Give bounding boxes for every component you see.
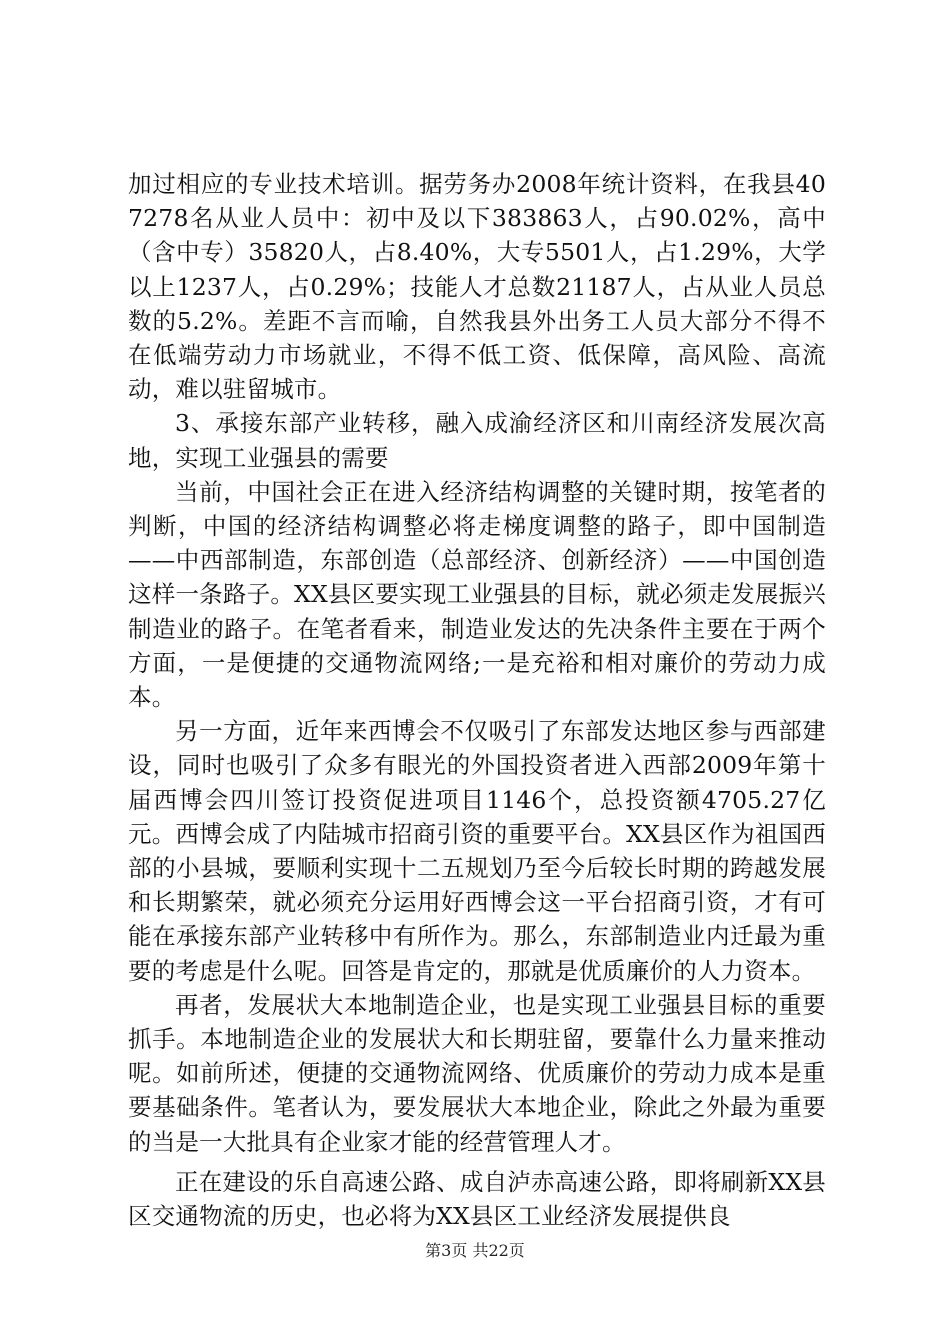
- body-text: [128, 167, 826, 1233]
- paragraph-western-expo: 另一方面，近年来西博会不仅吸引了东部发达地区参与西部建设，同时也吸引了众多有眼光的外国投资者进入西部2009年第十届西博会四川签订投资促进项目1146个，总投资额4705.27亿元。西博会成了内陆城市招商引资的重要平台。XX县区作为祖国西部的小县城，要顺利实现十二五规划乃至今后较长时期的跨越发展和长期繁荣，就必须充分运用好西博会这一平台招商引资，才有可能在承接东部产业转移中有所作为。那么，东部制造业内迁最为重要的考虑是什么呢。回答是肯定的，那就是优质廉价的人力资本。: [128, 717, 826, 985]
- paragraph-economic-restructuring: 当前，中国社会正在进入经济结构调整的关键时期，按笔者的判断，中国的经济结构调整必将走梯度调整的路子，即中国制造——中西部制造，东部创造（总部经济、创新经济）——中国创造这样一条路子。XX县区要实现工业强县的目标，就必须走发展振兴制造业的路子。在笔者看来，制造业发达的先决条件主要在于两个方面，一是便捷的交通物流网络;一是充裕和相对廉价的劳动力成本。: [128, 477, 826, 712]
- paragraph-local-manufacturing: 再者，发展状大本地制造企业，也是实现工业强县目标的重要抓手。本地制造企业的发展状大和长期驻留，要靠什么力量来推动呢。如前所述，便捷的交通物流网络、优质廉价的劳动力成本是重要基础条件。笔者认为，要发展状大本地企业，除此之外最为重要的当是一大批具有企业家才能的经营管理人才。: [128, 990, 826, 1156]
- page-number-label: 第3页 共22页: [425, 1241, 525, 1260]
- paragraph-highway-construction: 正在建设的乐自高速公路、成自泸赤高速公路，即将刷新XX县区交通物流的历史，也必将为XX县区工业经济发展提供良: [128, 1167, 826, 1231]
- paragraph-training-statistics: 加过相应的专业技术培训。据劳务办2008年统计资料，在我县407278名从业人员中：初中及以下383863人，占90.02%，高中（含中专）35820人，占8.40%，大专5501人，占1.29%，大学以上1237人，占0.29%；技能人才总数21187人，占从业人员总数的5.2%。差距不言而喻，自然我县外出务工人员大部分不得不在低端劳动力市场就业，不得不低工资、低保障，高风险、高流动，难以驻留城市。: [128, 170, 826, 404]
- paragraph-heading-industry-transfer: 3、承接东部产业转移，融入成渝经济区和川南经济发展次高地，实现工业强县的需要: [128, 409, 826, 472]
- page-footer: [0, 1240, 950, 1262]
